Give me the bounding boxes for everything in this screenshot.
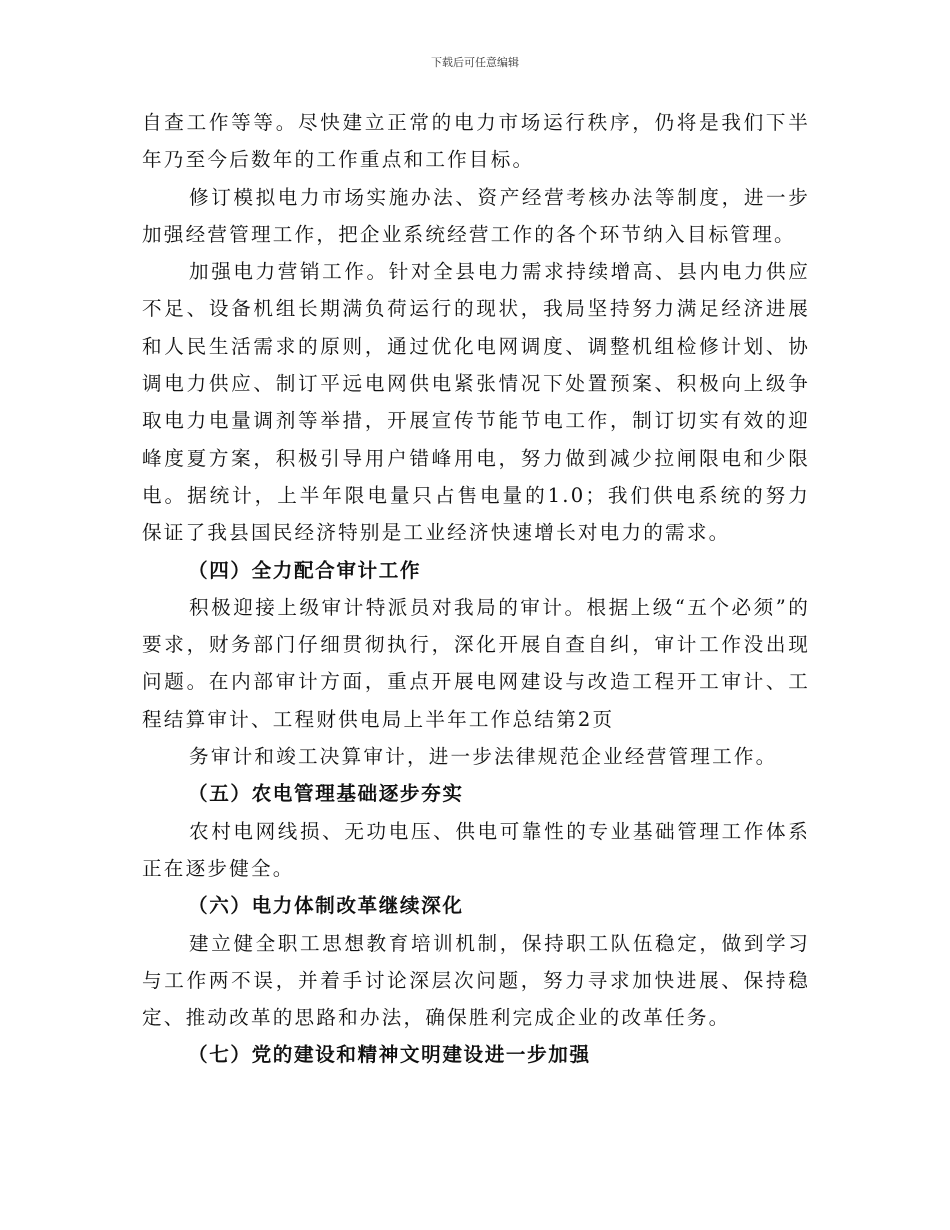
paragraph: 农村电网线损、无功电压、供电可靠性的专业基础管理工作体系正在逐步健全。 <box>142 819 810 880</box>
document-body <box>142 104 810 1074</box>
section-heading: （六）电力体制改革继续深化 <box>188 894 464 918</box>
section-heading: （四）全力配合审计工作 <box>188 558 422 582</box>
section-heading: （五）农电管理基础逐步夯实 <box>188 782 464 806</box>
paragraph: 修订模拟电力市场实施办法、资产经营考核办法等制度，进一步加强经营管理工作，把企业系统经营工作的各个环节纳入目标管理。 <box>142 185 810 246</box>
paragraph: 建立健全职工思想教育培训机制，保持职工队伍稳定，做到学习与工作两不误，并着手讨论深层次问题，努力寻求加快进展、保持稳定、推动改革的思路和办法，确保胜利完成企业的改革任务。 <box>142 931 810 1030</box>
paragraph: 加强电力营销工作。针对全县电力需求持续增高、县内电力供应不足、设备机组长期满负荷运行的现状，我局坚持努力满足经济进展和人民生活需求的原则，通过优化电网调度、调整机组检修计划、协调电力供应、制订平远电网供电紧张情况下处置预案、积极向上级争取电力电量调剂等举措，开展宣传节能节电工作，制订切实有效的迎峰度夏方案，积极引导用户错峰用电，努力做到减少拉闸限电和少限电。据统计，上半年限电量只占售电量的1.0；我们供电系统的努力保证了我县国民经济特别是工业经济快速增长对电力的需求。 <box>142 260 810 545</box>
section-heading: （七）党的建设和精神文明建设进一步加强 <box>188 1043 591 1067</box>
page-header: 下载后可任意编辑 <box>431 56 519 69</box>
paragraph: 积极迎接上级审计特派员对我局的审计。根据上级“五个必须”的要求，财务部门仔细贯彻执行，深化开展自查自纠，审计工作没出现问题。在内部审计方面，重点开展电网建设与改造工程开工审计、工程结算审计、工程财供电局上半年工作总结第2页 <box>142 595 810 731</box>
paragraph: 务审计和竣工决算审计，进一步法律规范企业经营管理工作。 <box>189 745 778 769</box>
paragraph: 自查工作等等。尽快建立正常的电力市场运行秩序，仍将是我们下半年乃至今后数年的工作重点和工作目标。 <box>142 111 810 172</box>
